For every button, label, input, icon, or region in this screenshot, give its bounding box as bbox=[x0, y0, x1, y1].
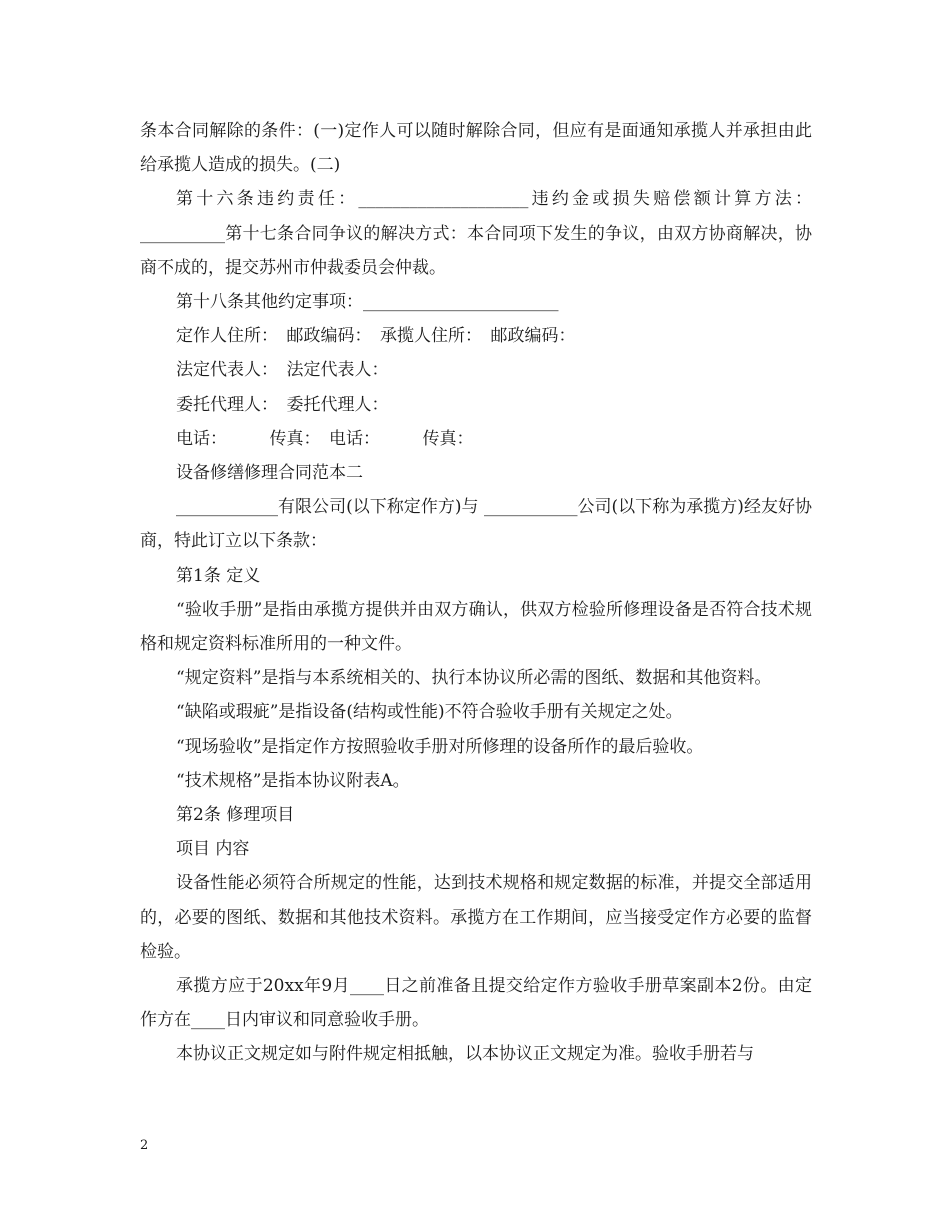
document-body bbox=[140, 114, 812, 1072]
paragraph: 承揽方应于20xx年9月____日之前准备且提交给定作方验收手册草案副本2份。由定作方在____日内审议和同意验收手册。 bbox=[140, 976, 812, 1031]
clause-heading: 第1条 定义 bbox=[176, 565, 261, 586]
paragraph: 设备性能必须符合所规定的性能，达到技术规格和规定数据的标准，并提交全部适用的，必要的图纸、数据和其他技术资料。承揽方在工作期间，应当接受定作方必要的监督检验。 bbox=[140, 873, 812, 962]
paragraph: ____________有限公司(以下称定作方)与 ___________公司(以下称为承揽方)经友好协商，特此订立以下条款： bbox=[140, 497, 812, 552]
clause-heading: 第2条 修理项目 bbox=[176, 805, 295, 826]
paragraph: 法定代表人： 法定代表人： bbox=[176, 360, 389, 381]
paragraph: “技术规格”是指本协议附表A。 bbox=[176, 770, 410, 791]
paragraph: 委托代理人： 委托代理人： bbox=[176, 394, 389, 415]
paragraph: 条本合同解除的条件：(一)定作人可以随时解除合同，但应有是面通知承揽人并承担由此给承揽人造成的损失。(二) bbox=[140, 121, 812, 176]
paragraph: “验收手册”是指由承揽方提供并由双方确认，供双方检验所修理设备是否符合技术规格和规定资料标准所用的一种文件。 bbox=[140, 599, 812, 655]
paragraph: 定作人住所： 邮政编码： 承揽人住所： 邮政编码： bbox=[176, 326, 576, 347]
paragraph: 第十六条违约责任：____________________违约金或损失赔偿额计算方法：__________第十七条合同争议的解决方式：本合同项下发生的争议，由双方协商解决，协商不成的，提交苏州市仲裁委员会仲裁。 bbox=[140, 189, 812, 278]
paragraph: 项目 内容 bbox=[176, 839, 250, 860]
paragraph: 电话： 传真： 电话： 传真： bbox=[176, 428, 474, 449]
paragraph: “现场验收”是指定作方按照验收手册对所修理的设备所作的最后验收。 bbox=[176, 736, 704, 757]
paragraph: “规定资料”是指与本系统相关的、执行本协议所必需的图纸、数据和其他资料。 bbox=[176, 668, 772, 689]
paragraph: “缺陷或瑕疵”是指设备(结构或性能)不符合验收手册有关规定之处。 bbox=[176, 702, 683, 723]
paragraph: 第十八条其他约定事项：_______________________ bbox=[176, 292, 559, 313]
paragraph: 本协议正文规定如与附件规定相抵触，以本协议正文规定为准。验收手册若与 bbox=[176, 1044, 754, 1065]
section-title: 设备修缮修理合同范本二 bbox=[176, 463, 363, 484]
page-number: 2 bbox=[140, 1138, 149, 1153]
